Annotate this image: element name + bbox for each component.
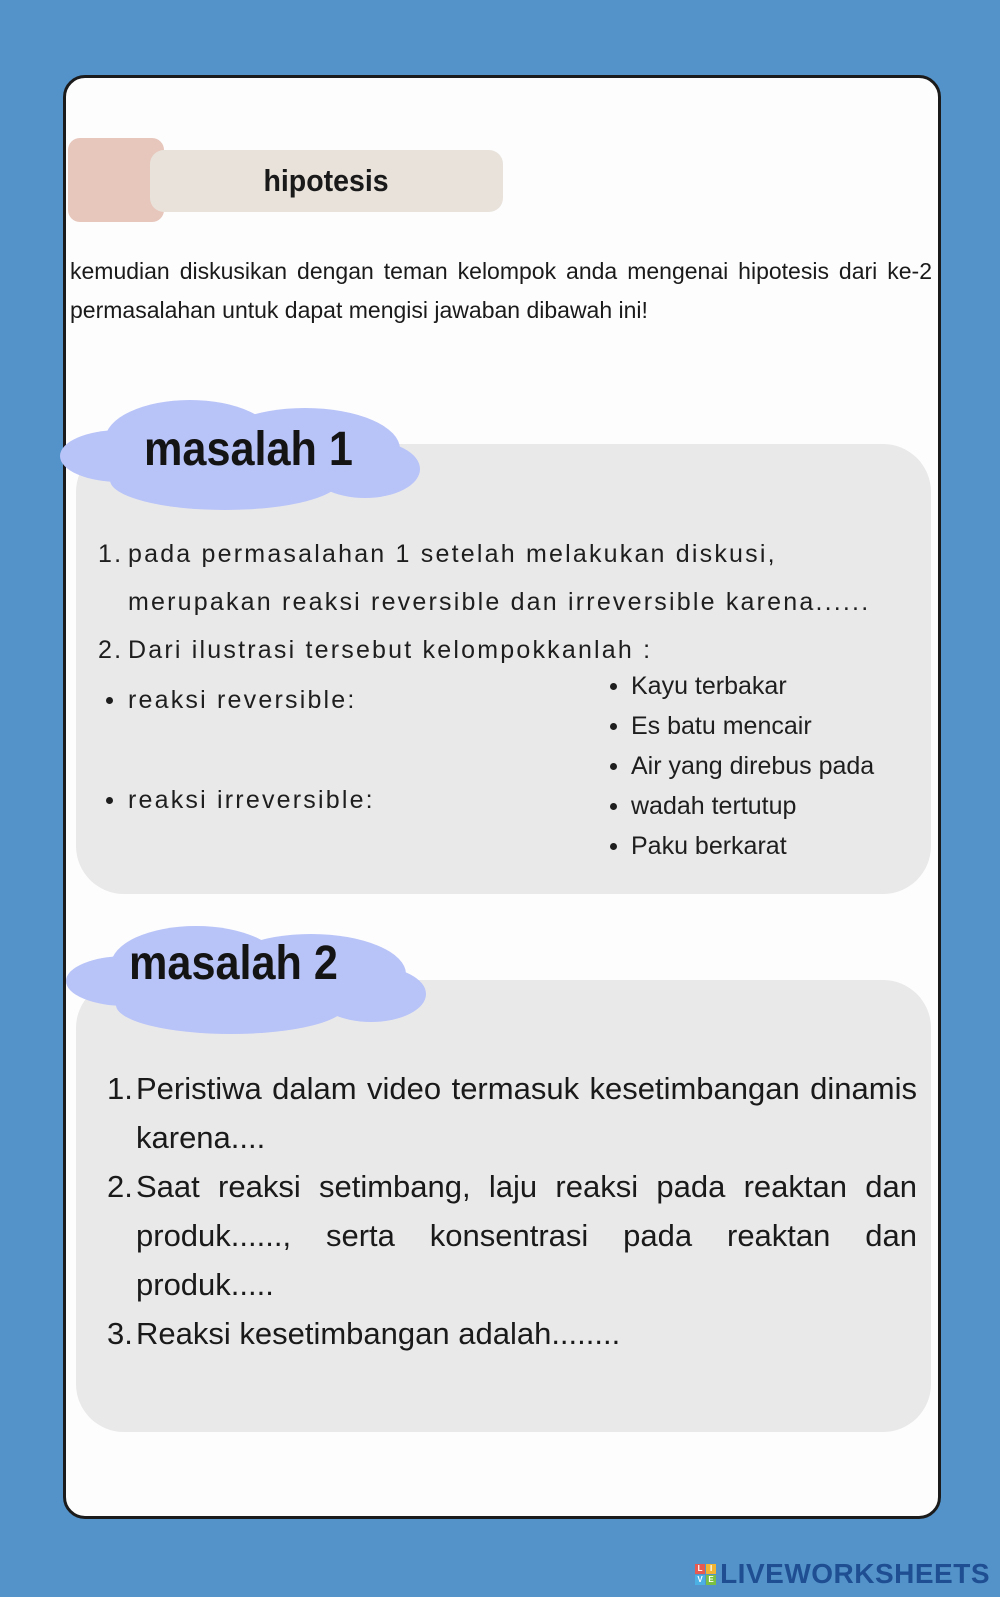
option-item: Paku berkarat <box>610 826 874 866</box>
bullet-icon <box>610 683 617 690</box>
masalah-1-cloud <box>60 400 420 510</box>
list-item: 3. Reaksi kesetimbangan adalah........ <box>107 1316 621 1351</box>
bullet-icon <box>106 697 113 704</box>
page-title: hipotesis <box>263 163 390 198</box>
masalah-2-list <box>107 1064 917 1358</box>
list-item: 1. Peristiwa dalam video termasuk kesetimbangan dinamis karena.... <box>107 1071 917 1155</box>
option-item: Air yang direbus pada <box>610 746 874 786</box>
title-tab <box>150 150 503 212</box>
bullet-icon <box>610 723 617 730</box>
group-reversible: reaksi reversible: <box>106 686 357 715</box>
liveworksheets-brand[interactable] <box>695 1558 990 1590</box>
group-irreversible: reaksi irreversible: <box>106 786 375 815</box>
list-item: 1. pada permasalahan 1 setelah melakukan diskusi, merupakan reaksi reversible dan irreversible karena...... <box>98 540 871 616</box>
bullet-icon <box>106 797 113 804</box>
intro-text: kemudian diskusikan dengan teman kelompok anda mengenai hipotesis dari ke-2 permasalahan untuk dapat mengisi jawaban dibawah ini! <box>70 258 932 323</box>
masalah-2-title: masalah 2 <box>129 937 338 990</box>
masalah-1-list <box>98 530 918 674</box>
masalah-2-cloud <box>66 926 426 1034</box>
brand-name: LIVEWORKSHEETS <box>720 1558 990 1589</box>
list-item: 2. Saat reaksi setimbang, laju reaksi pada reaktan dan produk......, serta konsentrasi pada reaktan dan produk..... <box>107 1169 917 1302</box>
masalah-1-title: masalah 1 <box>144 423 353 476</box>
option-item: Kayu terbakar <box>610 666 874 706</box>
liveworksheets-logo-icon: L I V E <box>695 1564 716 1585</box>
option-item: wadah tertutup <box>610 786 874 826</box>
option-item: Es batu mencair <box>610 706 874 746</box>
options-list <box>610 666 874 866</box>
bullet-icon <box>610 843 617 850</box>
bullet-icon <box>610 803 617 810</box>
list-item: 2. Dari ilustrasi tersebut kelompokkanlah : <box>98 636 653 664</box>
bullet-icon <box>610 763 617 770</box>
